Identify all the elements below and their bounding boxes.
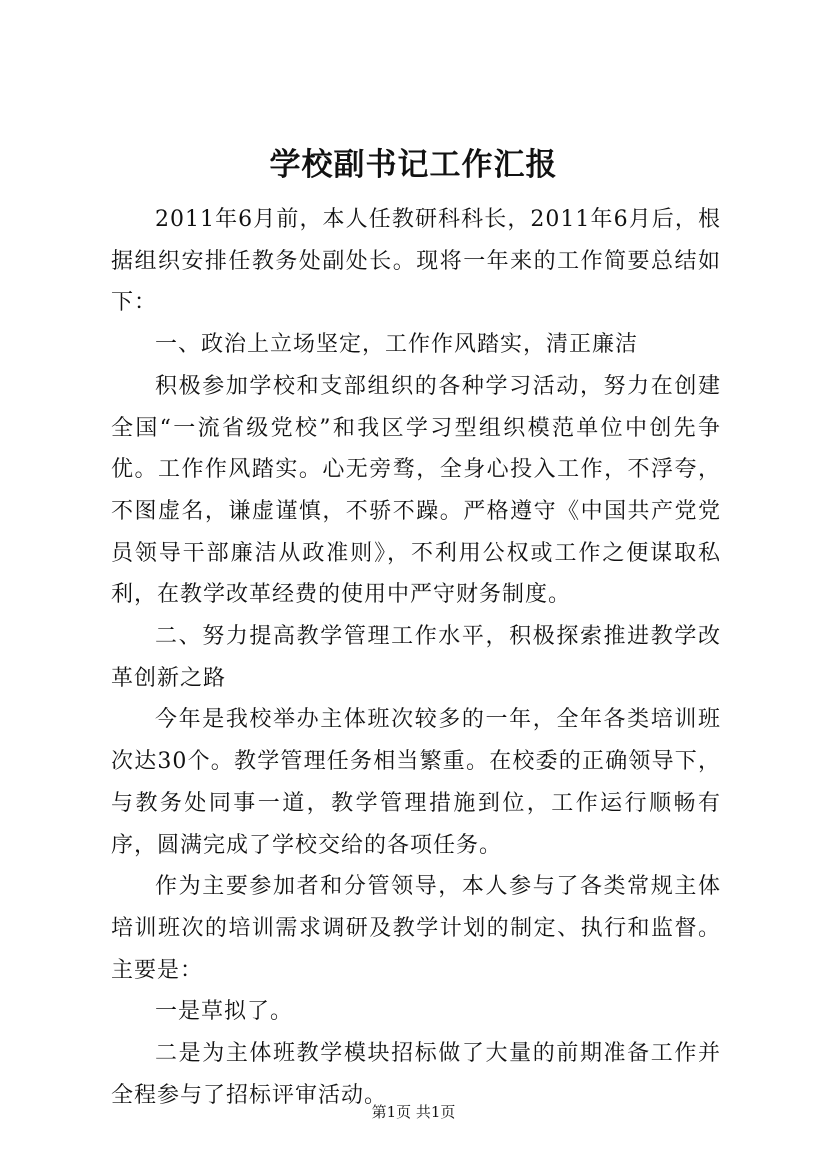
paragraph-item-1: 一是草拟了。 <box>155 999 294 1025</box>
document-title: 学校副书记工作汇报 <box>269 147 558 183</box>
paragraph-political: 积极参加学校和支部组织的各种学习活动，努力在创建全国“一流省级党校”和我区学习型组织模范单位中创先争优。工作作风踏实。心无旁骛，全身心投入工作，不浮夸，不图虚名，谦虚谨慎，不骄不躁。严格遵守《中国共产党党员领导干部廉洁从政准则》，不利用公权或工作之便谋取私利，在教学改革经费的使用中严守财务制度。 <box>111 373 721 608</box>
paragraph-intro: 2011年6月前，本人任教研科科长，2011年6月后，根据组织安排任教务处副处长。现将一年来的工作简要总结如下： <box>111 207 721 316</box>
section-heading-1: 一、政治上立场坚定，工作作风踏实，清正廉洁 <box>155 332 639 358</box>
paragraph-teaching-management: 今年是我校举办主体班次较多的一年，全年各类培训班次达30个。教学管理任务相当繁重。在校委的正确领导下，与教务处同事一道，教学管理措施到位，工作运行顺畅有序，圆满完成了学校交给的各项任务。 <box>111 707 721 858</box>
page-footer: 第1页 共1页 <box>371 1103 456 1121</box>
document-body <box>111 199 721 1116</box>
paragraph-item-2: 二是为主体班教学模块招标做了大量的前期准备工作并全程参与了招标评审活动。 <box>111 1041 721 1108</box>
section-heading-2: 二、努力提高教学管理工作水平，积极探索推进教学改革创新之路 <box>111 624 721 691</box>
paragraph-participation: 作为主要参加者和分管领导，本人参与了各类常规主体培训班次的培训需求调研及教学计划的制定、执行和监督。主要是： <box>111 874 721 983</box>
